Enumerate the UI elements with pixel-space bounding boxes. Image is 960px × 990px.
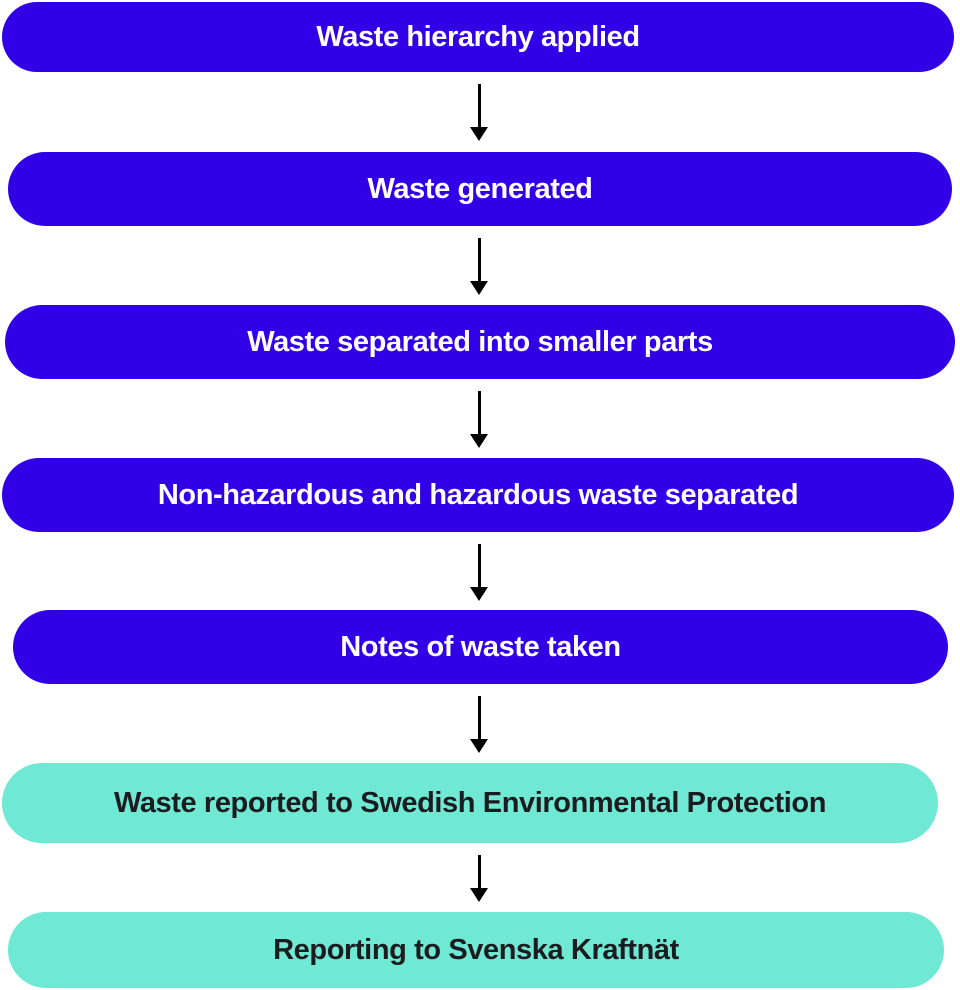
node-label: Waste separated into smaller parts: [247, 325, 713, 358]
flow-arrow-down-2: [466, 238, 492, 295]
node-non-hazardous-and-hazardous-waste-separated: [2, 458, 954, 532]
arrow-head-icon: [470, 127, 488, 141]
node-waste-reported-to-swedish-environmental-protection: [2, 763, 938, 843]
arrow-stem: [478, 84, 481, 128]
node-reporting-to-svenska-kraftnat: [8, 912, 944, 988]
arrow-stem: [478, 544, 481, 588]
arrow-head-icon: [470, 739, 488, 753]
flow-arrow-down-1: [466, 84, 492, 141]
arrow-head-icon: [470, 888, 488, 902]
node-label: Waste generated: [367, 172, 593, 205]
node-label: Waste hierarchy applied: [316, 20, 640, 53]
node-waste-generated: [8, 152, 952, 226]
flow-arrow-down-6: [466, 855, 492, 902]
arrow-head-icon: [470, 281, 488, 295]
arrow-stem: [478, 855, 481, 889]
node-notes-of-waste-taken: [13, 610, 948, 684]
arrow-stem: [478, 696, 481, 740]
node-waste-hierarchy-applied: [2, 2, 954, 72]
arrow-stem: [478, 238, 481, 282]
node-label: Notes of waste taken: [340, 630, 621, 663]
flow-arrow-down-3: [466, 391, 492, 448]
node-label: Non-hazardous and hazardous waste separated: [157, 478, 799, 511]
flow-arrow-down-5: [466, 696, 492, 753]
node-label: Reporting to Svenska Kraftnät: [273, 933, 679, 966]
node-label: Waste reported to Swedish Environmental Protection: [113, 786, 827, 819]
arrow-head-icon: [470, 434, 488, 448]
arrow-stem: [478, 391, 481, 435]
node-waste-separated-into-smaller-parts: [5, 305, 955, 379]
flow-arrow-down-4: [466, 544, 492, 601]
arrow-head-icon: [470, 587, 488, 601]
